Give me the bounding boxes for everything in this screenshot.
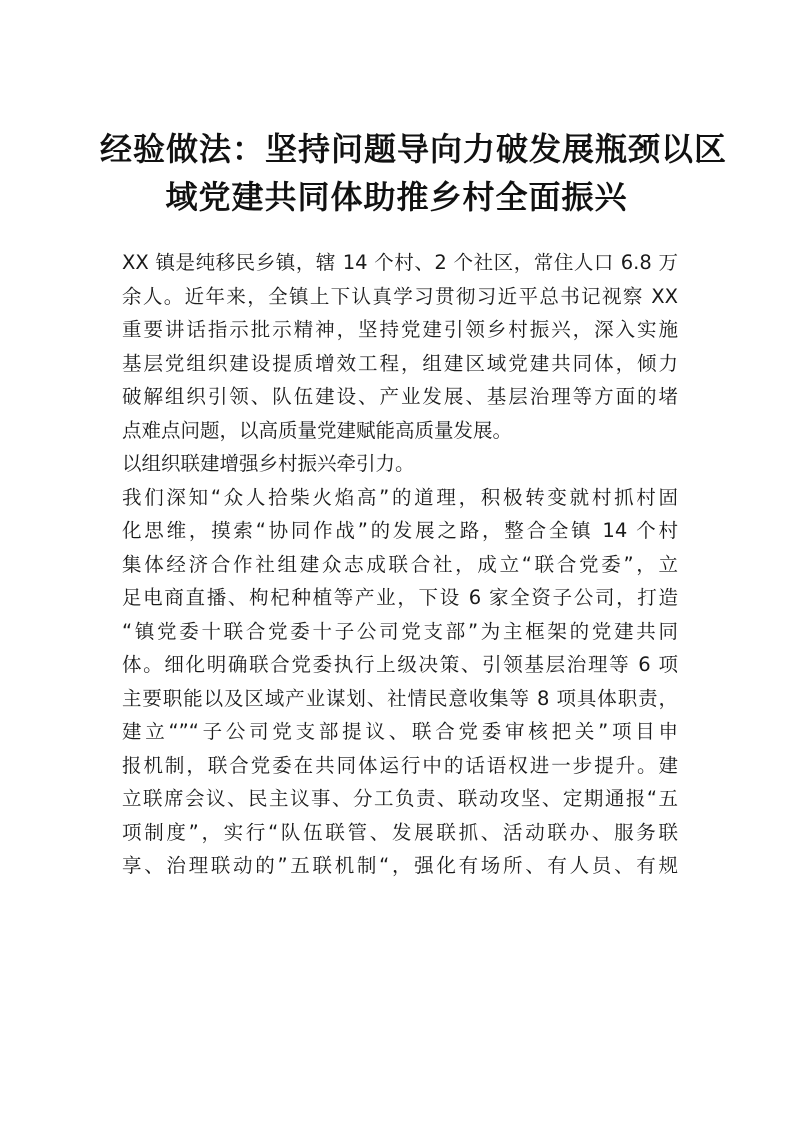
text-line: 项制度”，实行“队伍联管、发展联抓、活动联办、服务联 bbox=[122, 820, 678, 844]
text-line: 建立“”“子公司党支部提议、联合党委审核把关”项目申 bbox=[122, 720, 678, 743]
document-title-line-1: 经验做法：坚持问题导向力破发展瓶颈以区 bbox=[100, 130, 728, 168]
text-line: 享、治理联动的”五联机制“，强化有场所、有人员、有规 bbox=[122, 854, 678, 877]
text-line: 主要职能以及区域产业谋划、社情民意收集等 8 项具体职责， bbox=[122, 686, 678, 710]
document-body bbox=[122, 246, 678, 883]
text-line: “镇党委十联合党委十子公司党支部”为主框架的党建共同 bbox=[122, 619, 678, 643]
text-line: XX 镇是纯移民乡镇，辖 14 个村、2 个社区，常住人口 6.8 万 bbox=[122, 251, 678, 274]
text-line: 化思维，摸索“协同作战”的发展之路，整合全镇 14 个村 bbox=[122, 519, 678, 542]
text-line: 余人。近年来，全镇上下认真学习贯彻习近平总书记视察 XX bbox=[122, 284, 678, 308]
text-line: 报机制，联合党委在共同体运行中的话语权进一步提升。建 bbox=[122, 753, 678, 777]
document-title-line-2: 域党建共同体助推乡村全面振兴 bbox=[165, 178, 628, 216]
paragraph-intro bbox=[122, 246, 678, 447]
text-line: 我们深知“众人拾柴火焰高”的道理，积极转变就村抓村固 bbox=[122, 485, 678, 509]
text-line: 破解组织引领、队伍建设、产业发展、基层治理等方面的堵 bbox=[122, 385, 678, 408]
text-line: 足电商直播、枸杞种植等产业，下设 6 家全资子公司，打造 bbox=[122, 586, 678, 609]
text-line: 体。细化明确联合党委执行上级决策、引领基层治理等 6 项 bbox=[122, 653, 678, 676]
text-line: 点难点问题，以高质量党建赋能高质量发展。 bbox=[122, 418, 513, 442]
text-line: 集体经济合作社组建众志成联合社，成立“联合党委”，立 bbox=[122, 552, 678, 576]
text-line: 基层党组织建设提质增效工程，组建区域党建共同体，倾力 bbox=[122, 351, 678, 375]
section-heading: 以组织联建增强乡村振兴牵引力。 bbox=[122, 452, 415, 475]
text-line: 重要讲话指示批示精神，坚持党建引领乡村振兴，深入实施 bbox=[122, 318, 678, 341]
text-line: 立联席会议、民主议事、分工负责、联动攻坚、定期通报“五 bbox=[122, 787, 678, 810]
paragraph-organization bbox=[122, 481, 678, 883]
